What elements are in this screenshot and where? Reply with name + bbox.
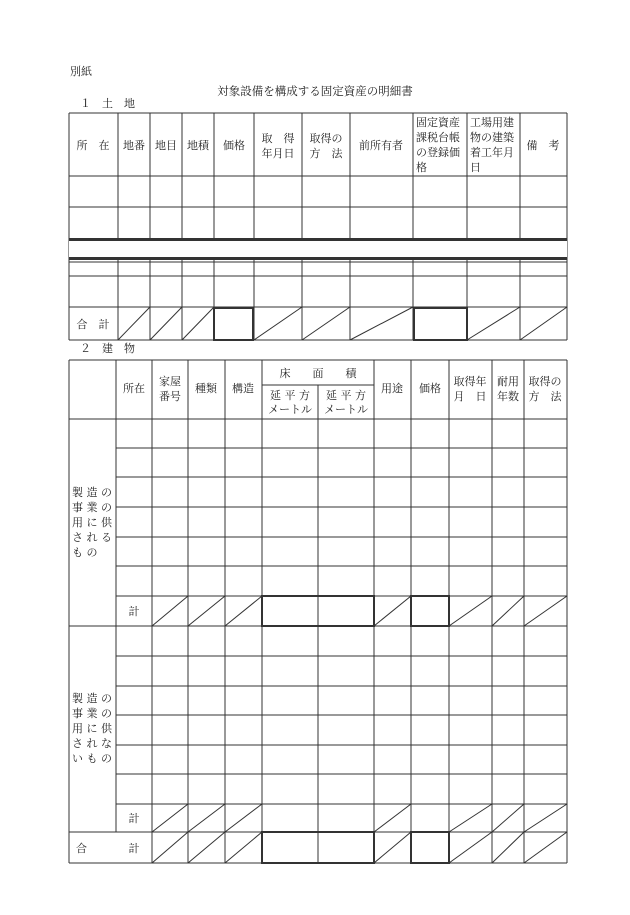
group-manufacturing-label [72,485,113,559]
land-registered-total-box [414,308,467,340]
header-factory-start-4: 日 [470,161,481,174]
header-previous-owner: 前所有者 [359,139,403,152]
header-location: 所 在 [76,139,110,152]
header-registered-value-4: 格 [416,161,427,174]
header-structure: 構造 [232,382,254,395]
header-house-number-2: 番号 [159,390,181,403]
header-registered-value-1: 固定資産 [416,116,460,129]
header-land-category: 地目 [155,139,177,152]
land-total-diagonals [118,307,567,340]
group-nonmfg-line-5: い も の [72,752,112,765]
header-registered-value-2: 課税台帳 [416,131,460,144]
group-nonmfg-line-3: 用 に 供 [72,722,112,735]
group-mfg-line-4: さ れ る [72,531,112,544]
header-factory-start-3: 着工年月 [470,146,514,159]
header-bldg-acq-method-2: 方 法 [528,390,562,403]
subtotal-label-manufacturing: 計 [128,605,140,618]
building-subtotal-diagonals [152,596,567,863]
header-total-floor-1a: 延 平 方 [270,389,310,402]
building-header [123,366,562,416]
header-kind: 種類 [195,382,217,395]
header-area: 地積 [187,139,209,152]
subtotal-label-non-manufacturing: 計 [128,812,140,825]
building-table-grid [69,360,567,863]
building-section-title: ２ 建 物 [80,342,135,355]
header-bldg-acq-method-1: 取得の [528,375,562,388]
header-factory-start-1: 工場用建 [470,116,514,129]
table-break-line [69,257,567,260]
group-mfg-line-2: 事 業 の [72,501,112,514]
group-mfg-line-3: 用 に 供 [72,516,112,529]
grand-total-label-left: 合 [76,842,87,855]
header-price: 価格 [223,139,245,152]
land-total-label: 合 計 [76,318,110,331]
header-total-floor-1b: メートル [268,403,312,416]
header-acq-date-1: 取 得 [261,132,295,145]
land-header [77,115,560,174]
header-lot-number: 地番 [123,139,145,152]
group-mfg-line-5: も の [72,546,98,559]
land-section-title: １ 土 地 [80,97,135,110]
header-floor-area: 床 面 積 [279,367,357,380]
group-nonmfg-line-4: さ れ な [72,737,112,750]
document-title: 対象設備を構成する固定資産の明細書 [217,84,413,98]
header-useful-life-2: 年数 [497,390,519,403]
header-acq-method-1: 取得の [309,132,343,145]
header-use: 用途 [381,382,403,395]
header-bldg-acq-date-1: 取得年 [453,375,487,388]
grand-total-label-right: 計 [128,842,140,855]
header-total-floor-2a: 延 平 方 [326,389,366,402]
group-nonmfg-line-2: 事 業 の [72,707,112,720]
group-mfg-line-1: 製 造 の [72,486,112,499]
header-remarks: 備 考 [526,139,560,152]
header-bldg-price: 価格 [419,382,441,395]
table-break-line [69,238,567,241]
header-total-floor-2b: メートル [324,403,368,416]
header-registered-value-3: の登録価 [416,146,460,159]
price-subtotal-box [411,596,449,626]
land-price-total-box [214,308,253,340]
group-non-manufacturing-label [72,691,113,765]
appendix-label: 別紙 [70,65,92,78]
group-nonmfg-line-1: 製 造 の [72,692,112,705]
price-grand-total-box [411,832,449,863]
header-useful-life-1: 耐用 [497,375,519,388]
header-bldg-location: 所在 [123,382,145,395]
header-acq-method-2: 方 法 [309,147,343,160]
header-house-number-1: 家屋 [159,375,181,388]
header-acq-date-2: 年月日 [261,147,295,160]
header-factory-start-2: 物の建築 [470,131,514,144]
header-bldg-acq-date-2: 月 日 [453,390,487,403]
